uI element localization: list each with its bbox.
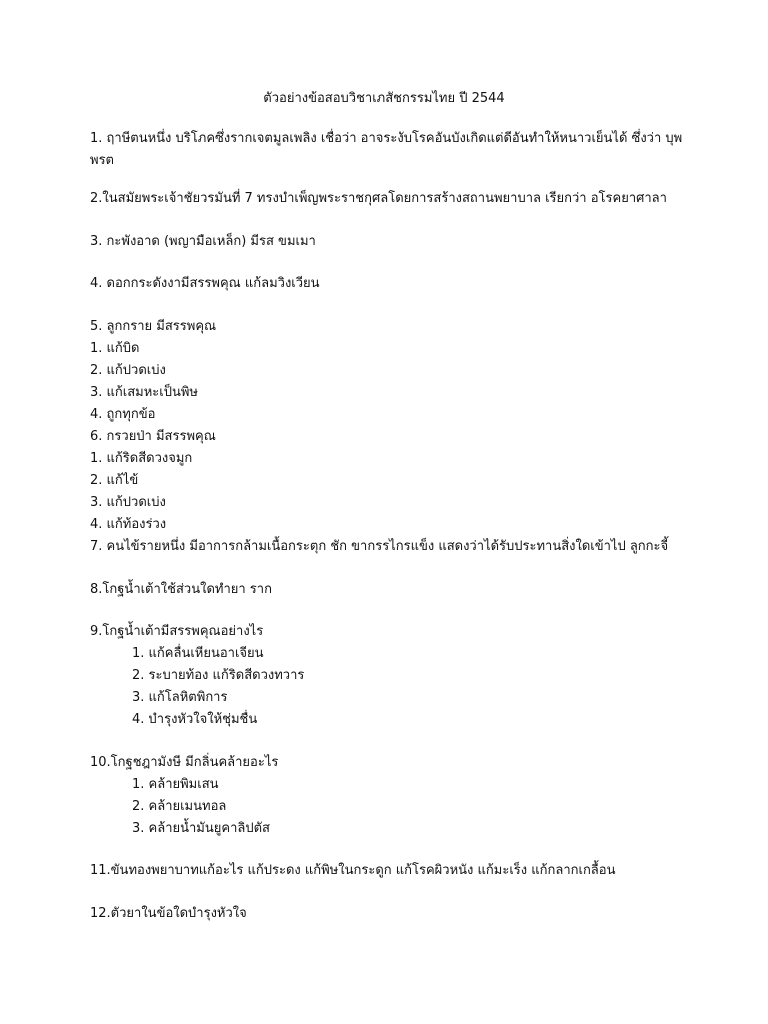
question-10-option-3: 3. คล้ายน้ำมันยูคาลิปตัส: [132, 821, 270, 836]
question-5-option-1: 1. แก้บิด: [90, 341, 140, 356]
question-6-option-1: 1. แก้ริดสีดวงจมูก: [90, 451, 193, 466]
question-6-option-4: 4. แก้ท้องร่วง: [90, 517, 167, 532]
question-5: 5. ลูกกราย มีสรรพคุณ: [90, 319, 217, 334]
question-10-option-2: 2. คล้ายเมนทอล: [132, 799, 227, 814]
question-3: 3. กะพังอาด (พญามือเหล็ก) มีรส ขมเมา: [90, 234, 316, 249]
question-1: 1. ฤาษีตนหนึ่ง บริโภคซึ่งรากเจตมูลเพลิง เชื่อว่า อาจระงับโรคอันบังเกิดแต่ดีอันทำให้หนาวเย็นได้ ซึ่งว่า บุพพรต: [90, 131, 683, 168]
question-6-option-3: 3. แก้ปวดเบ่ง: [90, 495, 166, 510]
question-9-option-2: 2. ระบายท้อง แก้ริดสีดวงทวาร: [132, 668, 305, 683]
question-9-option-1: 1. แก้คลื่นเหียนอาเจียน: [132, 646, 264, 661]
question-8: 8.โกฐน้ำเต้าใช้ส่วนใดทำยา ราก: [90, 582, 272, 597]
question-10: 10.โกฐชฎามังษี มีกลิ่นคล้ายอะไร: [90, 755, 279, 770]
question-5-option-4: 4. ถูกทุกข้อ: [90, 407, 156, 422]
question-9-option-3: 3. แก้โลหิตพิการ: [132, 690, 228, 705]
question-12: 12.ตัวยาในข้อใดบำรุงหัวใจ: [90, 906, 247, 921]
question-11: 11.ขันทองพยาบาทแก้อะไร แก้ประดง แก้พิษในกระดูก แก้โรคผิวหนัง แก้มะเร็ง แก้กลากเกลื้อน: [90, 863, 616, 878]
question-10-option-1: 1. คล้ายพิมเสน: [132, 777, 219, 792]
document-title: ตัวอย่างข้อสอบวิชาเภสัชกรรมไทย ปี 2544: [263, 91, 505, 106]
question-4: 4. ดอกกระดังงามีสรรพคุณ แก้ลมวิงเวียน: [90, 276, 320, 291]
question-5-option-2: 2. แก้ปวดเบ่ง: [90, 363, 166, 378]
question-6: 6. กรวยป่า มีสรรพคุณ: [90, 429, 216, 444]
question-2: 2.ในสมัยพระเจ้าชัยวรมันที่ 7 ทรงบำเพ็ญพระราชกุศลโดยการสร้างสถานพยาบาล เรียกว่า อโรคยาศาลา: [90, 191, 667, 206]
question-9: 9.โกฐน้ำเต้ามีสรรพคุณอย่างไร: [90, 624, 264, 639]
question-6-option-2: 2. แก้ไข้: [90, 473, 139, 488]
question-5-option-3: 3. แก้เสมหะเป็นพิษ: [90, 385, 199, 400]
question-9-option-4: 4. บำรุงหัวใจให้ชุ่มชื่น: [132, 712, 258, 727]
question-7: 7. คนไข้รายหนึ่ง มีอาการกล้ามเนื้อกระตุก ชัก ขากรรไกรแข็ง แสดงว่าได้รับประทานสิ่งใดเข้าไป ลูกกะจี้: [90, 539, 669, 554]
